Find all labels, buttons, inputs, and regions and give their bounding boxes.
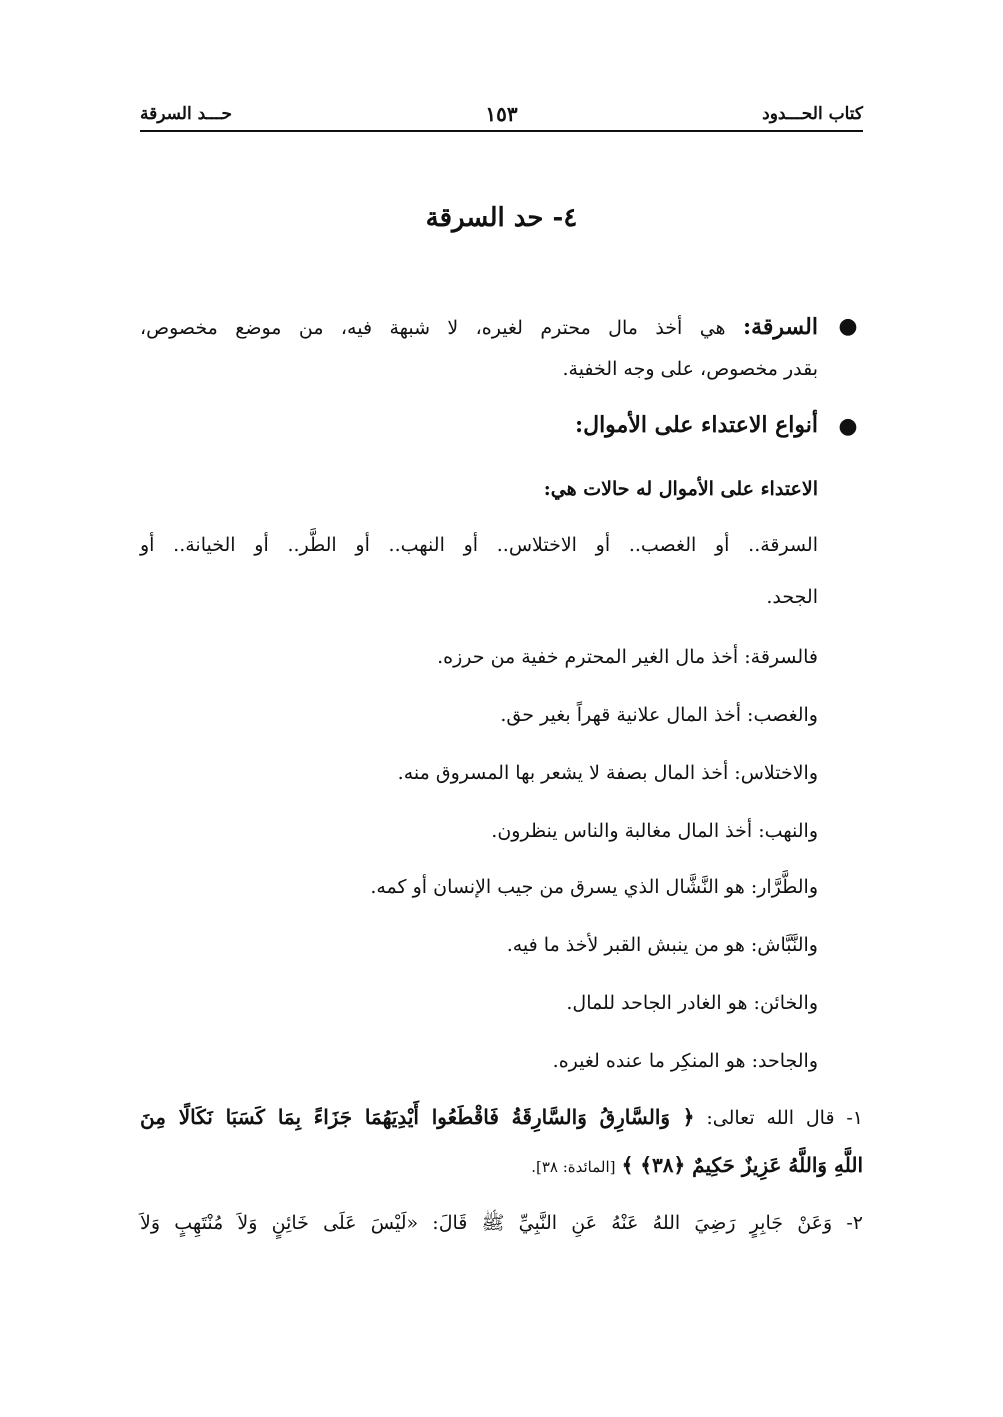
list-item: والنهب: أخذ المال مغالبة والناس ينظرون.: [491, 820, 818, 842]
types-line-2: الجحد.: [766, 586, 818, 608]
list-item: والطَّرَّار: هو النَّشَّال الذي يسرق من جيب الإنسان أو كمه.: [370, 876, 818, 898]
evidence-1-prefix: ١- قال الله تعالى:: [706, 1107, 863, 1129]
definition-text: هي أخذ مال محترم لغيره، لا شبهة فيه، من موضع مخصوص،: [140, 317, 726, 339]
definition-line-2: بقدر مخصوص، على وجه الخفية.: [562, 358, 818, 380]
header-page-number: ١٥٣: [485, 102, 518, 126]
page-header: [140, 100, 863, 130]
section-subheading: الاعتداء على الأموال له حالات هي:: [543, 478, 818, 500]
bullet-icon: ●: [838, 414, 858, 439]
list-item: والجاحد: هو المنكِر ما عنده لغيره.: [552, 1050, 818, 1072]
header-book-title: كتاب الحـــدود: [762, 104, 863, 124]
evidence-2-line-1: ٢- وَعَنْ جَابِرٍ رَضِيَ اللهُ عَنْهُ عَنِ النَّبِيِّ ﷺ قَالَ: «لَيْسَ عَلَى خَائِنٍ وَلاَ مُنْتَهِبٍ وَلاَ: [140, 1212, 863, 1234]
definition-line-1: [140, 312, 818, 343]
header-divider: [140, 130, 863, 132]
header-chapter-title: حـــد السرقة: [140, 104, 232, 124]
bullet-icon: ●: [838, 314, 858, 339]
list-item: والخائن: هو الغادر الجاحد للمال.: [566, 992, 818, 1014]
quran-verse-end: اللَّهِ وَاللَّهُ عَزِيزٌ حَكِيمٌ ﴿٣٨﴾ ﴾: [621, 1153, 863, 1177]
chapter-title: ٤- حد السرقة: [425, 203, 578, 233]
list-item: والنَّبَّاش: هو من ينبش القبر لأخذ ما فيه.: [506, 934, 818, 956]
quran-verse: ﴿ وَالسَّارِقُ وَالسَّارِقَةُ فَاقْطَعُوا أَيْدِيَهُمَا جَزَاءً بِمَا كَسَبَا نَكَالًا مِنَ: [140, 1105, 695, 1129]
list-item: فالسرقة: أخذ مال الغير المحترم خفية من حرزه.: [437, 646, 818, 668]
list-item: والغصب: أخذ المال علانية قهراً بغير حق.: [500, 704, 818, 726]
verse-reference: [المائدة: ٣٨].: [531, 1158, 616, 1176]
section-heading-text: أنواع الاعتداء على الأموال:: [574, 412, 818, 438]
types-line-1: السرقة.. أو الغصب.. أو الاختلاس.. أو النهب.. أو الطَّر.. أو الخيانة.. أو: [140, 534, 818, 556]
evidence-1-line-2: [140, 1150, 863, 1182]
section-heading: [575, 410, 818, 441]
list-item: والاختلاس: أخذ المال بصفة لا يشعر بها المسروق منه.: [397, 762, 818, 784]
evidence-1-line-1: [140, 1102, 863, 1133]
definition-term: السرقة:: [742, 314, 818, 340]
